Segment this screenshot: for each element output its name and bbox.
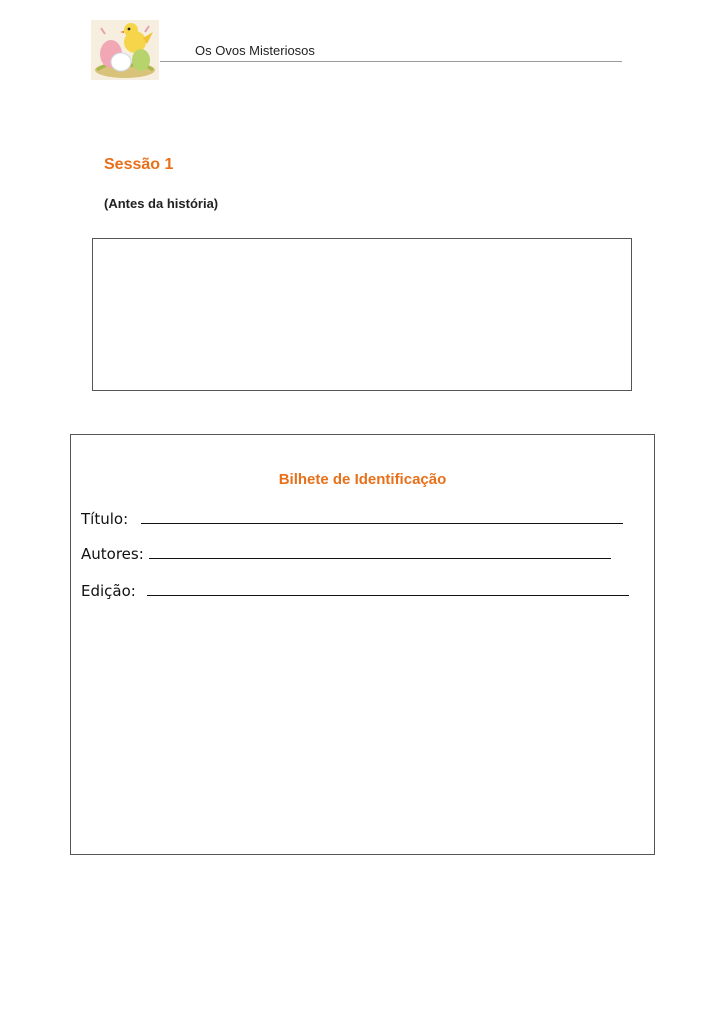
title-field-label: Título: xyxy=(81,510,129,528)
edition-field xyxy=(81,581,629,600)
authors-answer-line xyxy=(149,544,611,559)
edition-answer-line xyxy=(147,581,629,596)
easter-chick-egg-icon xyxy=(91,20,159,80)
session-subtitle: (Antes da história) xyxy=(104,196,219,211)
document-header-title: Os Ovos Misteriosos xyxy=(195,43,315,58)
identification-card xyxy=(70,434,655,855)
session-title: Sessão 1 xyxy=(104,156,174,173)
identification-heading: Bilhete de Identificação xyxy=(278,471,447,488)
drawing-area-box xyxy=(92,238,632,391)
header-divider xyxy=(160,61,622,62)
edition-field-label: Edição: xyxy=(81,582,136,600)
authors-field xyxy=(81,544,611,563)
title-answer-line xyxy=(141,509,623,524)
authors-field-label: Autores: xyxy=(81,545,144,563)
title-field xyxy=(81,509,623,528)
